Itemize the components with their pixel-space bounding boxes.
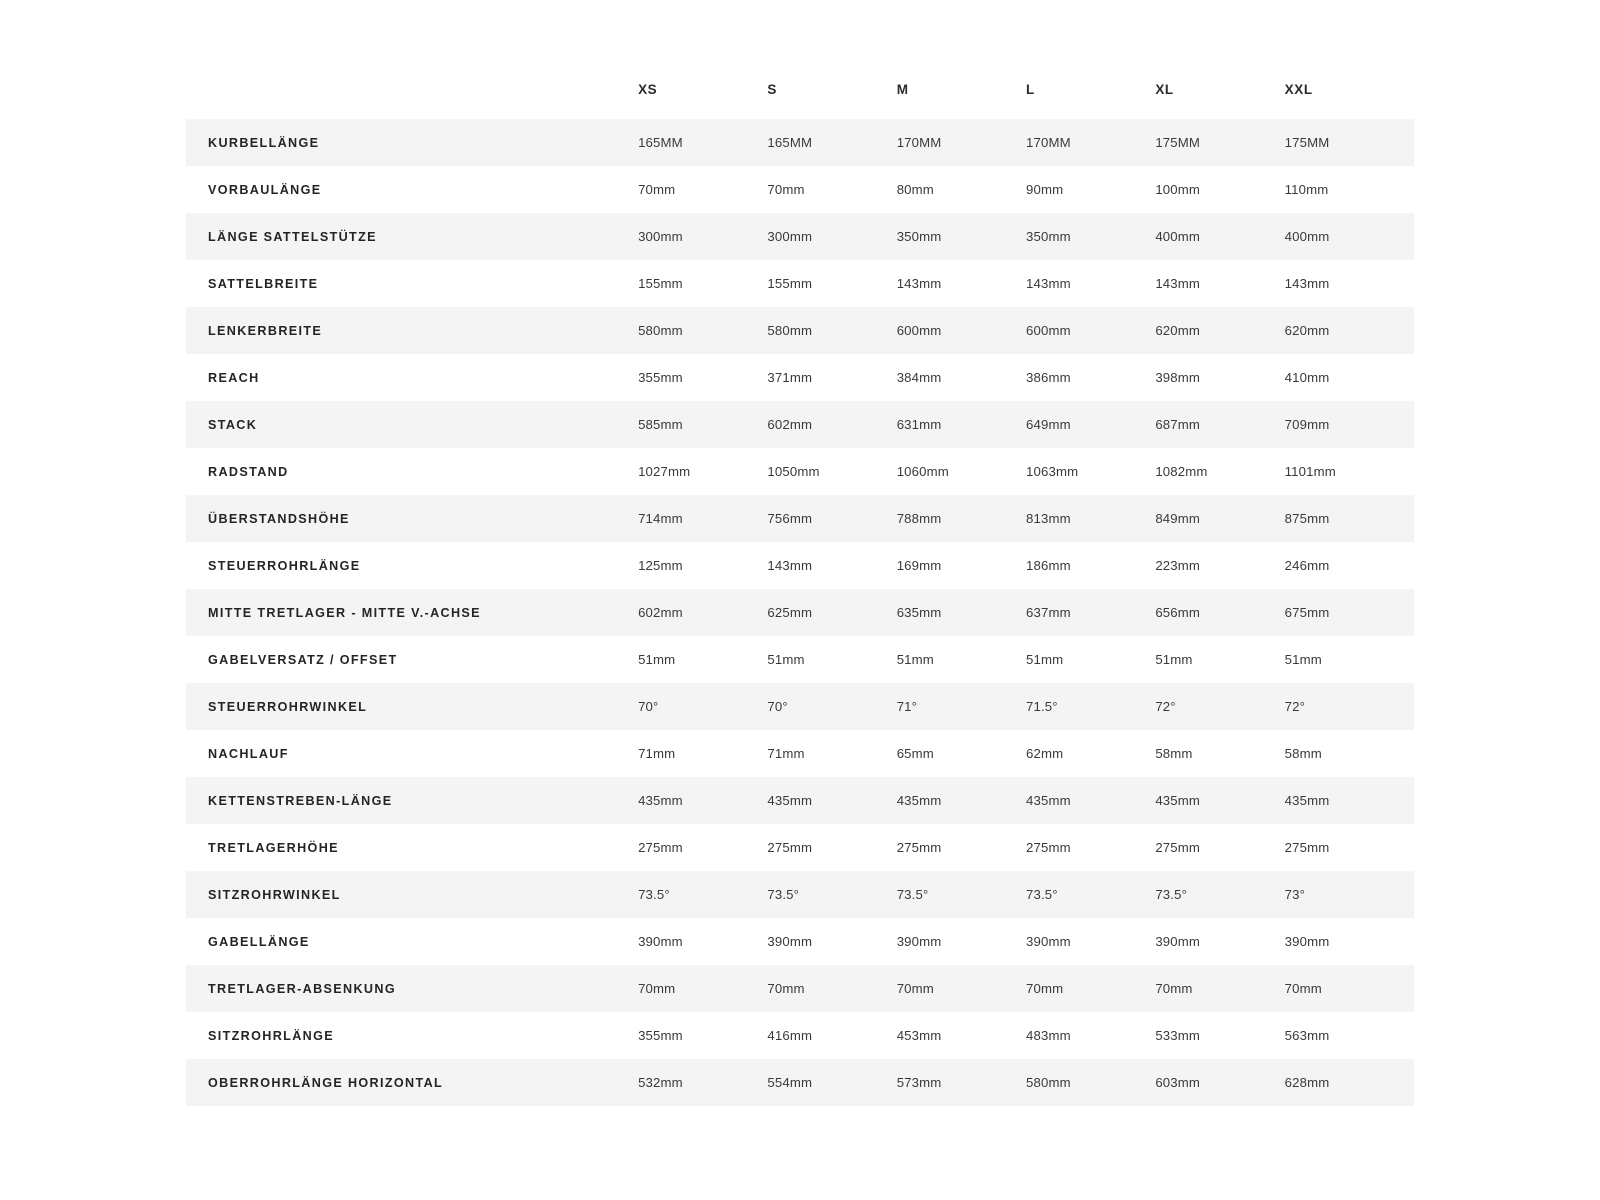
table-cell: 143mm [1155, 276, 1201, 291]
row-label: LENKERBREITE [186, 307, 638, 354]
table-cell: 155mm [767, 276, 813, 291]
table-cell: 175MM [1285, 119, 1414, 166]
table-cell: 813mm [1026, 495, 1155, 542]
table-row [186, 1059, 1414, 1106]
column-header-m: M [896, 82, 909, 97]
table-cell: 400mm [1285, 213, 1414, 260]
table-cell: 390mm [1284, 934, 1330, 949]
table-cell: 386mm [1026, 370, 1071, 385]
table-row [186, 542, 1414, 589]
table-cell: 355mm [638, 370, 683, 385]
table-cell: 70mm [1155, 965, 1284, 1012]
column-header-xs: XS [638, 82, 658, 97]
table-cell: 600mm [897, 307, 1026, 354]
table-cell: 169mm [896, 558, 942, 573]
table-row [186, 354, 1414, 401]
row-label: SITZROHRLÄNGE [208, 1028, 334, 1043]
table-cell: 410mm [1284, 370, 1330, 385]
table-header-row [186, 82, 1414, 119]
table-cell: 390mm [896, 934, 942, 949]
table-cell: 416mm [767, 1028, 813, 1043]
table-cell: 58mm [1155, 746, 1193, 761]
table-cell: 400mm [1155, 213, 1284, 260]
table-cell: 435mm [767, 777, 896, 824]
table-cell: 80mm [896, 182, 934, 197]
table-row [186, 213, 1414, 260]
table-cell: 70mm [638, 182, 676, 197]
table-cell: 628mm [1285, 1059, 1414, 1106]
table-cell: 275mm [1155, 840, 1201, 855]
table-row [186, 448, 1414, 495]
column-header-s: S [767, 82, 777, 97]
table-cell: 390mm [1155, 934, 1201, 949]
table-row [186, 965, 1414, 1012]
geometry-table-container [186, 82, 1414, 1106]
table-cell: 51mm [1026, 652, 1064, 667]
table-cell: 223mm [1155, 558, 1201, 573]
table-cell: 155mm [638, 276, 683, 291]
row-label: LÄNGE SATTELSTÜTZE [186, 213, 638, 260]
row-label: GABELLÄNGE [208, 934, 310, 949]
table-cell: 1050mm [767, 464, 820, 479]
table-cell: 51mm [1155, 652, 1193, 667]
table-cell: 709mm [1285, 401, 1414, 448]
table-cell: 175MM [1155, 119, 1284, 166]
table-cell: 73.5° [767, 871, 896, 918]
table-cell: 73.5° [638, 871, 767, 918]
table-cell: 73.5° [1155, 871, 1284, 918]
column-header-xl: XL [1155, 82, 1174, 97]
row-label: STACK [186, 401, 638, 448]
column-header-l: L [1026, 82, 1035, 97]
table-cell: 65mm [896, 746, 934, 761]
table-cell: 51mm [1284, 652, 1322, 667]
table-cell: 649mm [1026, 401, 1155, 448]
column-header-label [186, 82, 638, 119]
table-cell: 625mm [767, 589, 896, 636]
table-cell: 390mm [767, 934, 813, 949]
table-row [186, 824, 1414, 871]
table-cell: 390mm [1026, 934, 1071, 949]
table-cell: 275mm [1026, 840, 1071, 855]
table-cell: 1082mm [1155, 464, 1208, 479]
table-cell: 483mm [1026, 1028, 1071, 1043]
table-cell: 435mm [1155, 777, 1284, 824]
table-cell: 58mm [1284, 746, 1322, 761]
table-cell: 70mm [897, 965, 1026, 1012]
table-cell: 687mm [1155, 401, 1284, 448]
row-label: ÜBERSTANDSHÖHE [186, 495, 638, 542]
row-label: SITZROHRWINKEL [186, 871, 638, 918]
table-row [186, 918, 1414, 965]
table-cell: 51mm [896, 652, 934, 667]
row-label: OBERROHRLÄNGE HORIZONTAL [186, 1059, 638, 1106]
table-cell: 73.5° [897, 871, 1026, 918]
table-row [186, 307, 1414, 354]
table-cell: 656mm [1155, 589, 1284, 636]
table-cell: 635mm [897, 589, 1026, 636]
table-row [186, 260, 1414, 307]
row-label: TRETLAGER-ABSENKUNG [186, 965, 638, 1012]
table-cell: 73° [1285, 871, 1414, 918]
row-label: MITTE TRETLAGER - MITTE V.-ACHSE [186, 589, 638, 636]
table-row [186, 636, 1414, 683]
row-label: STEUERROHRWINKEL [186, 683, 638, 730]
table-cell: 110mm [1284, 182, 1329, 197]
table-cell: 51mm [638, 652, 676, 667]
table-cell: 756mm [767, 495, 896, 542]
table-row [186, 589, 1414, 636]
table-cell: 275mm [1284, 840, 1330, 855]
table-cell: 573mm [897, 1059, 1026, 1106]
table-cell: 788mm [897, 495, 1026, 542]
table-cell: 675mm [1285, 589, 1414, 636]
table-cell: 143mm [1284, 276, 1330, 291]
row-label: REACH [208, 370, 260, 385]
table-cell: 371mm [767, 370, 813, 385]
table-cell: 100mm [1155, 182, 1201, 197]
row-label: STEUERROHRLÄNGE [208, 558, 361, 573]
row-label: GABELVERSATZ / OFFSET [208, 652, 398, 667]
table-cell: 453mm [896, 1028, 942, 1043]
table-cell: 620mm [1285, 307, 1414, 354]
table-cell: 384mm [896, 370, 942, 385]
table-row [186, 166, 1414, 213]
table-row [186, 119, 1414, 166]
table-cell: 246mm [1284, 558, 1330, 573]
table-header [186, 82, 1414, 119]
table-cell: 398mm [1155, 370, 1201, 385]
table-row [186, 495, 1414, 542]
table-cell: 602mm [767, 401, 896, 448]
table-cell: 275mm [896, 840, 942, 855]
table-cell: 90mm [1026, 182, 1064, 197]
table-cell: 275mm [638, 840, 683, 855]
geometry-table [186, 82, 1414, 1106]
table-cell: 1060mm [896, 464, 949, 479]
table-cell: 602mm [638, 589, 767, 636]
table-cell: 186mm [1026, 558, 1071, 573]
table-cell: 435mm [1026, 777, 1155, 824]
table-cell: 72° [1285, 683, 1414, 730]
table-cell: 532mm [638, 1059, 767, 1106]
table-cell: 631mm [897, 401, 1026, 448]
table-cell: 70° [638, 683, 767, 730]
table-cell: 603mm [1155, 1059, 1284, 1106]
row-label: KETTENSTREBEN-LÄNGE [186, 777, 638, 824]
table-cell: 355mm [638, 1028, 683, 1043]
table-cell: 275mm [767, 840, 813, 855]
table-cell: 71.5° [1026, 683, 1155, 730]
table-cell: 435mm [897, 777, 1026, 824]
table-row [186, 871, 1414, 918]
table-cell: 71mm [767, 746, 805, 761]
table-cell: 1101mm [1284, 464, 1336, 479]
table-row [186, 1012, 1414, 1059]
table-cell: 165MM [767, 119, 896, 166]
table-cell: 143mm [767, 558, 813, 573]
table-cell: 70mm [1285, 965, 1414, 1012]
table-body [186, 119, 1414, 1106]
table-cell: 637mm [1026, 589, 1155, 636]
table-row [186, 730, 1414, 777]
row-label: VORBAULÄNGE [208, 182, 322, 197]
table-cell: 72° [1155, 683, 1284, 730]
table-cell: 600mm [1026, 307, 1155, 354]
table-cell: 849mm [1155, 495, 1284, 542]
table-cell: 170MM [897, 119, 1026, 166]
table-cell: 620mm [1155, 307, 1284, 354]
table-row [186, 683, 1414, 730]
table-cell: 1063mm [1026, 464, 1079, 479]
table-cell: 435mm [1285, 777, 1414, 824]
table-cell: 71° [897, 683, 1026, 730]
table-row [186, 401, 1414, 448]
row-label: NACHLAUF [208, 746, 289, 761]
row-label: SATTELBREITE [208, 276, 319, 291]
table-cell: 350mm [1026, 213, 1155, 260]
table-cell: 70mm [638, 965, 767, 1012]
table-cell: 390mm [638, 934, 683, 949]
row-label: TRETLAGERHÖHE [208, 840, 339, 855]
table-cell: 125mm [638, 558, 683, 573]
table-cell: 585mm [638, 401, 767, 448]
table-cell: 143mm [896, 276, 942, 291]
table-cell: 300mm [638, 213, 767, 260]
table-cell: 580mm [638, 307, 767, 354]
table-cell: 580mm [1026, 1059, 1155, 1106]
row-label: RADSTAND [208, 464, 289, 479]
table-cell: 580mm [767, 307, 896, 354]
table-cell: 143mm [1026, 276, 1071, 291]
table-cell: 62mm [1026, 746, 1064, 761]
table-cell: 70mm [1026, 965, 1155, 1012]
table-cell: 70° [767, 683, 896, 730]
column-header-xxl: XXL [1284, 82, 1313, 97]
row-label: KURBELLÄNGE [186, 119, 638, 166]
table-cell: 70mm [767, 965, 896, 1012]
table-cell: 71mm [638, 746, 676, 761]
table-cell: 435mm [638, 777, 767, 824]
table-cell: 350mm [897, 213, 1026, 260]
table-cell: 714mm [638, 495, 767, 542]
table-cell: 563mm [1284, 1028, 1330, 1043]
table-cell: 875mm [1285, 495, 1414, 542]
table-cell: 70mm [767, 182, 805, 197]
table-cell: 554mm [767, 1059, 896, 1106]
table-cell: 170MM [1026, 119, 1155, 166]
table-cell: 73.5° [1026, 871, 1155, 918]
table-cell: 51mm [767, 652, 805, 667]
table-cell: 165MM [638, 119, 767, 166]
table-row [186, 777, 1414, 824]
table-cell: 300mm [767, 213, 896, 260]
table-cell: 533mm [1155, 1028, 1201, 1043]
table-cell: 1027mm [638, 464, 691, 479]
